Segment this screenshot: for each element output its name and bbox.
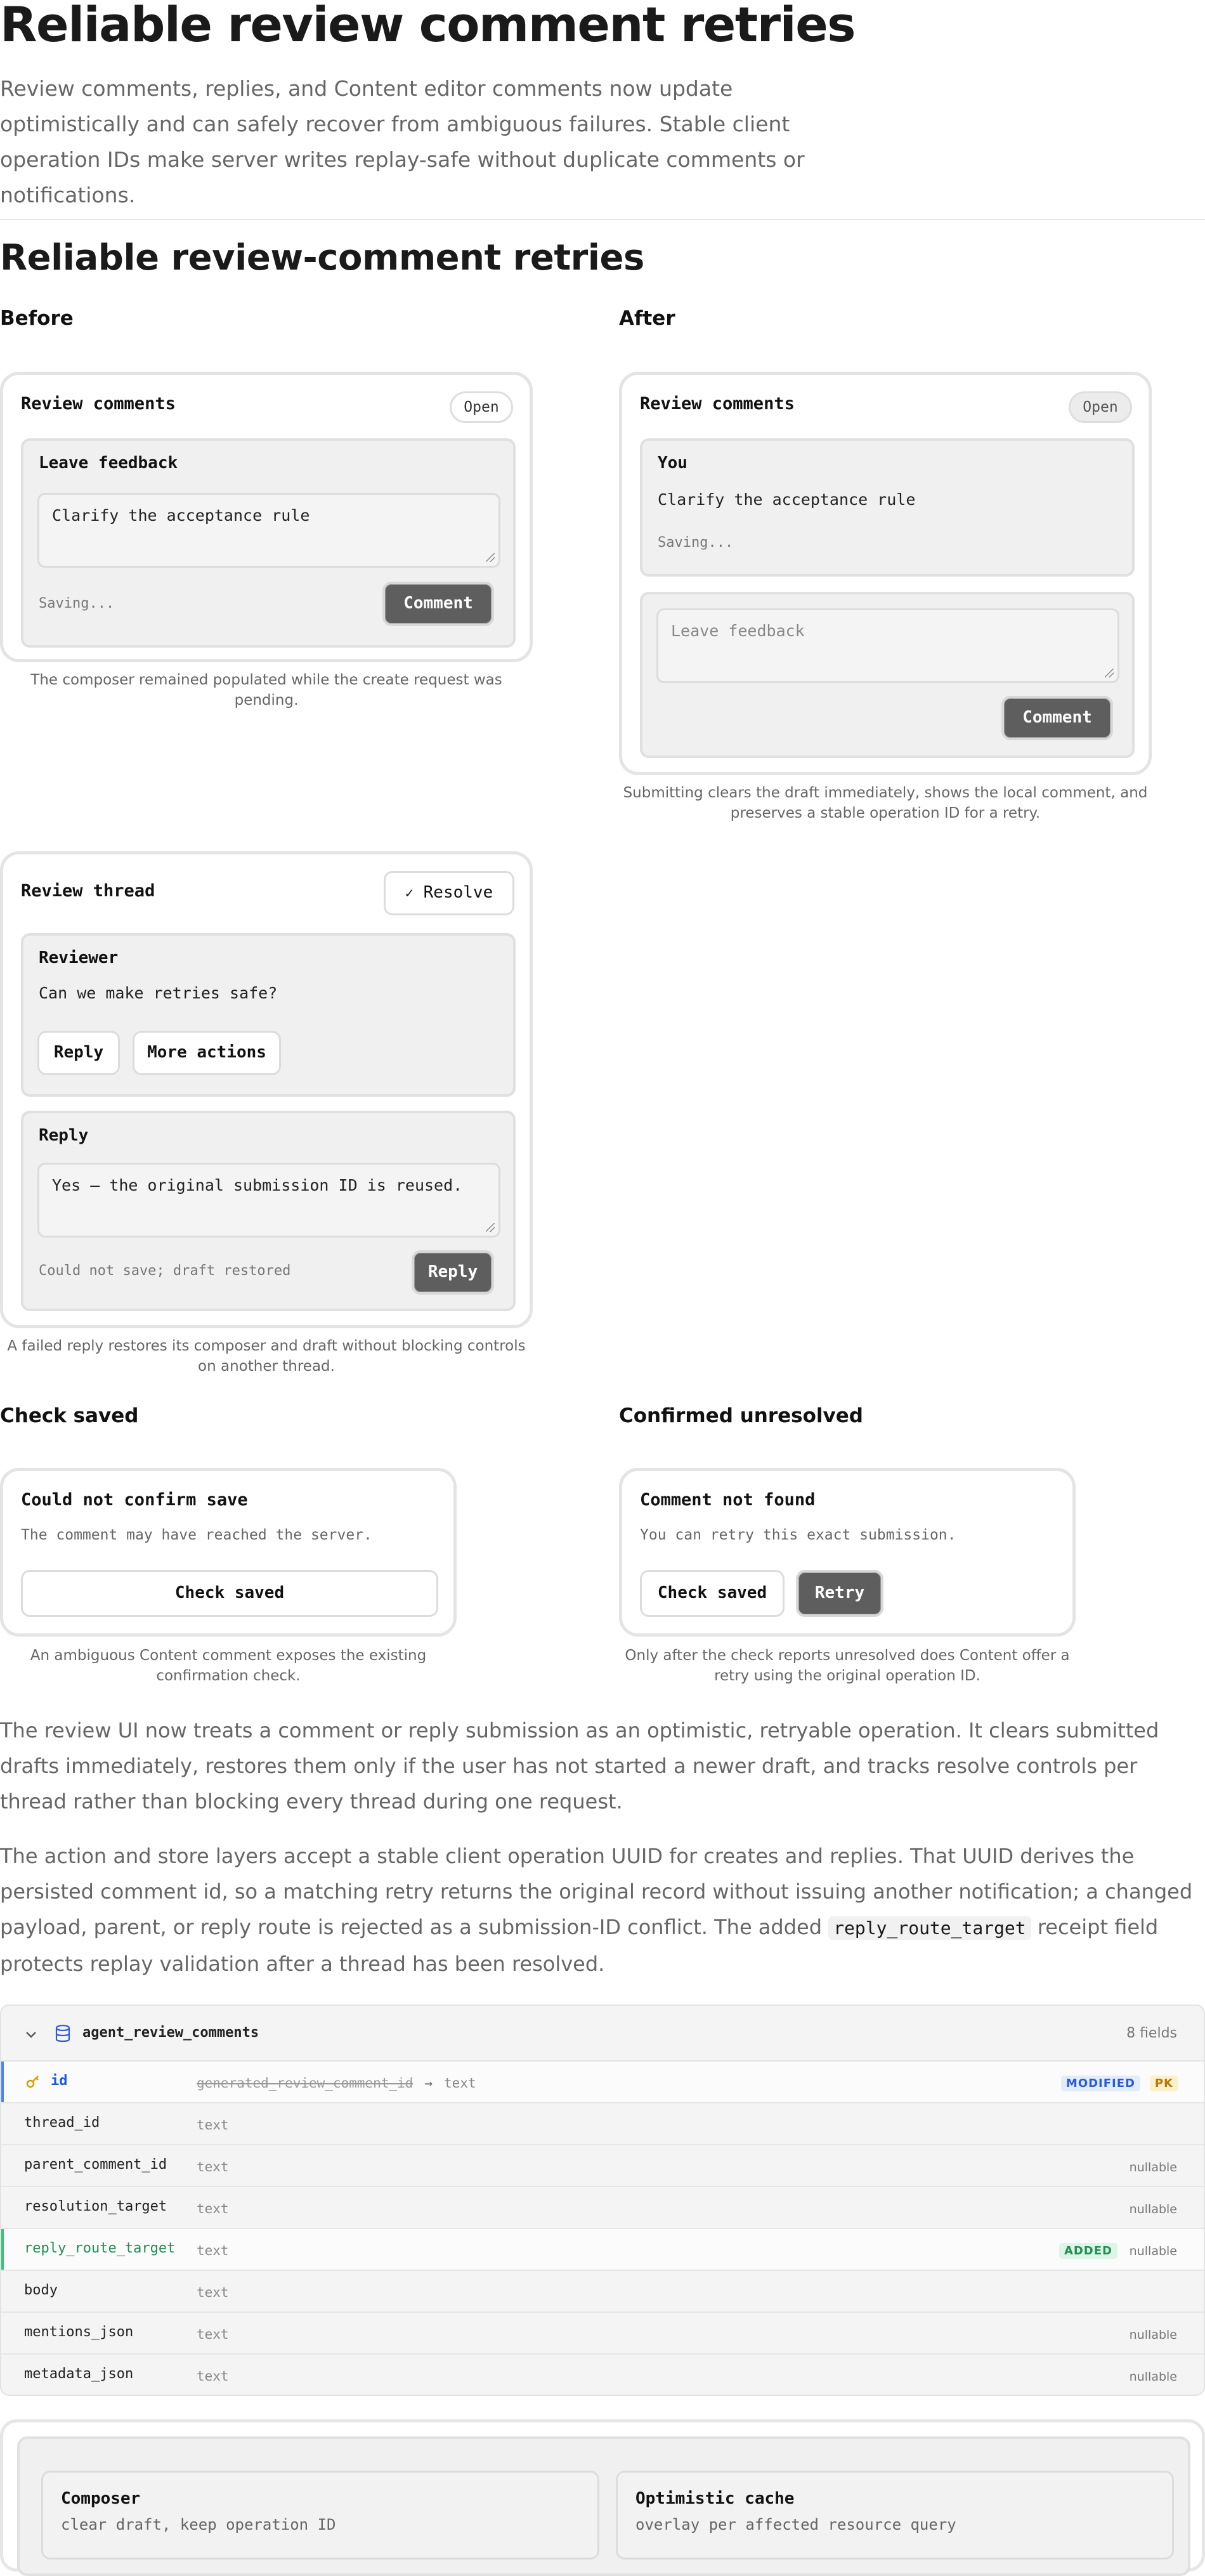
schema-row-reply-route-target xyxy=(1,2229,1204,2271)
arrow-right-icon: → xyxy=(424,2076,433,2091)
check-saved-label: Check saved xyxy=(0,1404,139,1427)
reply-button[interactable]: Reply xyxy=(37,1031,120,1075)
step-description: clear draft, keep operation ID xyxy=(61,2516,336,2534)
nullable-tag: nullable xyxy=(1129,2328,1177,2342)
schema-row-parent-comment-id xyxy=(1,2145,1204,2187)
more-actions-button[interactable]: More actions xyxy=(133,1031,281,1075)
retry-button[interactable]: Retry xyxy=(796,1570,883,1617)
panel-title: Reply xyxy=(39,1126,89,1145)
table-name: agent_review_comments xyxy=(82,2025,259,2041)
before-comments-card xyxy=(0,372,533,662)
check-saved-button[interactable]: Check saved xyxy=(21,1570,438,1617)
field-name: parent_comment_id xyxy=(24,2157,167,2173)
pk-badge: PK xyxy=(1150,2076,1178,2091)
comment-author: Reviewer xyxy=(39,948,119,967)
schema-table xyxy=(0,2004,1205,2396)
chevron-down-icon[interactable] xyxy=(24,2027,38,2041)
textarea-placeholder: Leave feedback xyxy=(671,622,805,640)
intro-text: Review comments, replies, and Content editor comments now update optimistically and can safely recover from ambiguous failures. Stable client operation IDs make server writes replay-safe without duplicate comments or notifications. xyxy=(0,76,805,207)
after-comments-card xyxy=(619,372,1152,775)
inline-code: reply_route_target xyxy=(828,1916,1031,1940)
field-name: id xyxy=(51,2073,68,2089)
resize-handle-icon[interactable] xyxy=(486,1223,495,1232)
field-type: text xyxy=(197,2201,229,2216)
check-caption: An ambiguous Content comment exposes the existing confirmation check. xyxy=(30,1647,427,1684)
field-type: text xyxy=(197,2117,229,2133)
composer-panel xyxy=(640,592,1135,758)
old-type: generated_review_comment_id xyxy=(197,2076,414,2091)
nullable-tag: nullable xyxy=(1129,2370,1177,2384)
step-description: overlay per affected resource query xyxy=(635,2516,956,2534)
comment-not-found-card xyxy=(619,1468,1076,1637)
card-title: Comment not found xyxy=(640,1490,816,1510)
summary-paragraph: The review UI now treats a comment or reply submission as an optimistic, retryable operation. It clears submitted drafts immediately, restores them only if the user has not started a newer draft, and tracks resolve controls per thread rather than blocking every thread during one request. xyxy=(0,1718,1159,1814)
status-badge: Open xyxy=(1069,391,1132,423)
composer-step xyxy=(41,2471,599,2560)
comment-author: You xyxy=(658,454,687,473)
flow-panel xyxy=(17,2436,1190,2576)
schema-row-mentions-json xyxy=(1,2313,1204,2355)
reply-submit-button[interactable]: Reply xyxy=(412,1250,494,1295)
check-saved-button[interactable]: Check saved xyxy=(640,1570,785,1617)
feedback-textarea[interactable] xyxy=(37,493,500,568)
before-caption: The composer remained populated while the create request was pending. xyxy=(30,672,502,709)
card-title: Review comments xyxy=(640,394,795,414)
card-description: You can retry this exact submission. xyxy=(640,1527,956,1543)
key-icon xyxy=(25,2074,41,2089)
field-name: thread_id xyxy=(24,2115,100,2131)
card-title: Could not confirm save xyxy=(21,1490,248,1510)
field-type: text xyxy=(197,2369,229,2384)
field-type xyxy=(197,2076,476,2091)
step-title: Composer xyxy=(61,2489,141,2508)
reviewer-comment xyxy=(21,933,516,1097)
status-badge: Open xyxy=(450,391,513,423)
added-badge: ADDED xyxy=(1059,2243,1117,2259)
check-saved-card xyxy=(0,1468,457,1637)
nullable-tag: nullable xyxy=(1129,2202,1177,2216)
page-title: Reliable review comment retries xyxy=(0,0,855,53)
nullable-tag: nullable xyxy=(1129,2161,1177,2174)
field-type: text xyxy=(197,2159,229,2174)
schema-row-thread-id xyxy=(1,2103,1204,2145)
nullable-tag: nullable xyxy=(1129,2244,1177,2258)
panel-title: Leave feedback xyxy=(39,454,178,473)
schema-row-body xyxy=(1,2271,1204,2313)
review-thread-card xyxy=(0,851,533,1328)
comment-button[interactable]: Comment xyxy=(1001,696,1113,740)
schema-row-metadata-json xyxy=(1,2355,1204,2396)
card-title: Review comments xyxy=(21,394,176,414)
new-type: text xyxy=(444,2076,476,2091)
error-status: Could not save; draft restored xyxy=(39,1263,291,1279)
schema-row-id xyxy=(1,2062,1204,2103)
textarea-value: Yes — the original submission ID is reused. xyxy=(52,1176,463,1194)
schema-header[interactable] xyxy=(1,2006,1204,2062)
schema-row-resolution-target xyxy=(1,2187,1204,2229)
paragraph-text: The action and store layers accept a stable client operation UUID for creates and replies. That UUID derives the persisted comment id, so a matching retry returns the original record without issuing another notification; a changed payload, parent, or reply route is rejected as a submission-ID conflict. The added xyxy=(0,1844,1193,1939)
step-title: Optimistic cache xyxy=(635,2489,795,2508)
after-caption: Submitting clears the draft immediately, shows the local comment, and preserves a stable operation ID for a retry. xyxy=(623,785,1148,821)
confirmed-caption: Only after the check reports unresolved does Content offer a retry using the original operation ID. xyxy=(625,1647,1070,1684)
feedback-textarea[interactable] xyxy=(656,608,1119,683)
card-description: The comment may have reached the server. xyxy=(21,1527,372,1543)
modified-badge: MODIFIED xyxy=(1061,2076,1140,2091)
field-type: text xyxy=(197,2327,229,2342)
textarea-value: Clarify the acceptance rule xyxy=(52,506,310,525)
card-title: Review thread xyxy=(21,881,155,901)
comment-body: Can we make retries safe? xyxy=(39,984,278,1002)
reply-composer xyxy=(21,1111,516,1311)
field-name: body xyxy=(24,2282,58,2298)
reply-textarea[interactable] xyxy=(37,1163,500,1238)
details-paragraph xyxy=(0,1838,1205,1982)
feedback-panel xyxy=(21,438,516,648)
saving-status: Saving... xyxy=(658,535,734,551)
resize-handle-icon[interactable] xyxy=(486,553,495,562)
resolve-button[interactable] xyxy=(384,871,514,915)
check-icon: ✓ xyxy=(405,886,414,901)
after-label: After xyxy=(619,307,675,330)
optimistic-cache-step xyxy=(616,2471,1174,2560)
comment-button[interactable]: Comment xyxy=(382,582,494,626)
field-type: text xyxy=(197,2285,229,2300)
field-count: 8 fields xyxy=(1126,2025,1177,2041)
field-type: text xyxy=(197,2243,229,2258)
saving-status: Saving... xyxy=(39,596,115,611)
divider xyxy=(0,219,1205,220)
confirmed-label: Confirmed unresolved xyxy=(619,1404,863,1427)
database-icon xyxy=(55,2024,71,2043)
field-name: resolution_target xyxy=(24,2199,167,2214)
comment-body: Clarify the acceptance rule xyxy=(658,490,916,509)
flow-diagram xyxy=(0,2419,1205,2572)
field-name: reply_route_target xyxy=(24,2240,176,2256)
field-name: metadata_json xyxy=(24,2366,134,2382)
paragraph-text: receipt field protects replay validation after a thread has been resolved. xyxy=(0,1915,1159,1976)
thread-caption: A failed reply restores its composer and draft without blocking controls on another thread. xyxy=(7,1338,526,1375)
local-comment xyxy=(640,438,1135,577)
resolve-label: Resolve xyxy=(423,883,493,902)
resize-handle-icon[interactable] xyxy=(1105,669,1114,677)
before-label: Before xyxy=(0,307,74,330)
section-title: Reliable review-comment retries xyxy=(0,237,644,278)
field-name: mentions_json xyxy=(24,2324,134,2340)
